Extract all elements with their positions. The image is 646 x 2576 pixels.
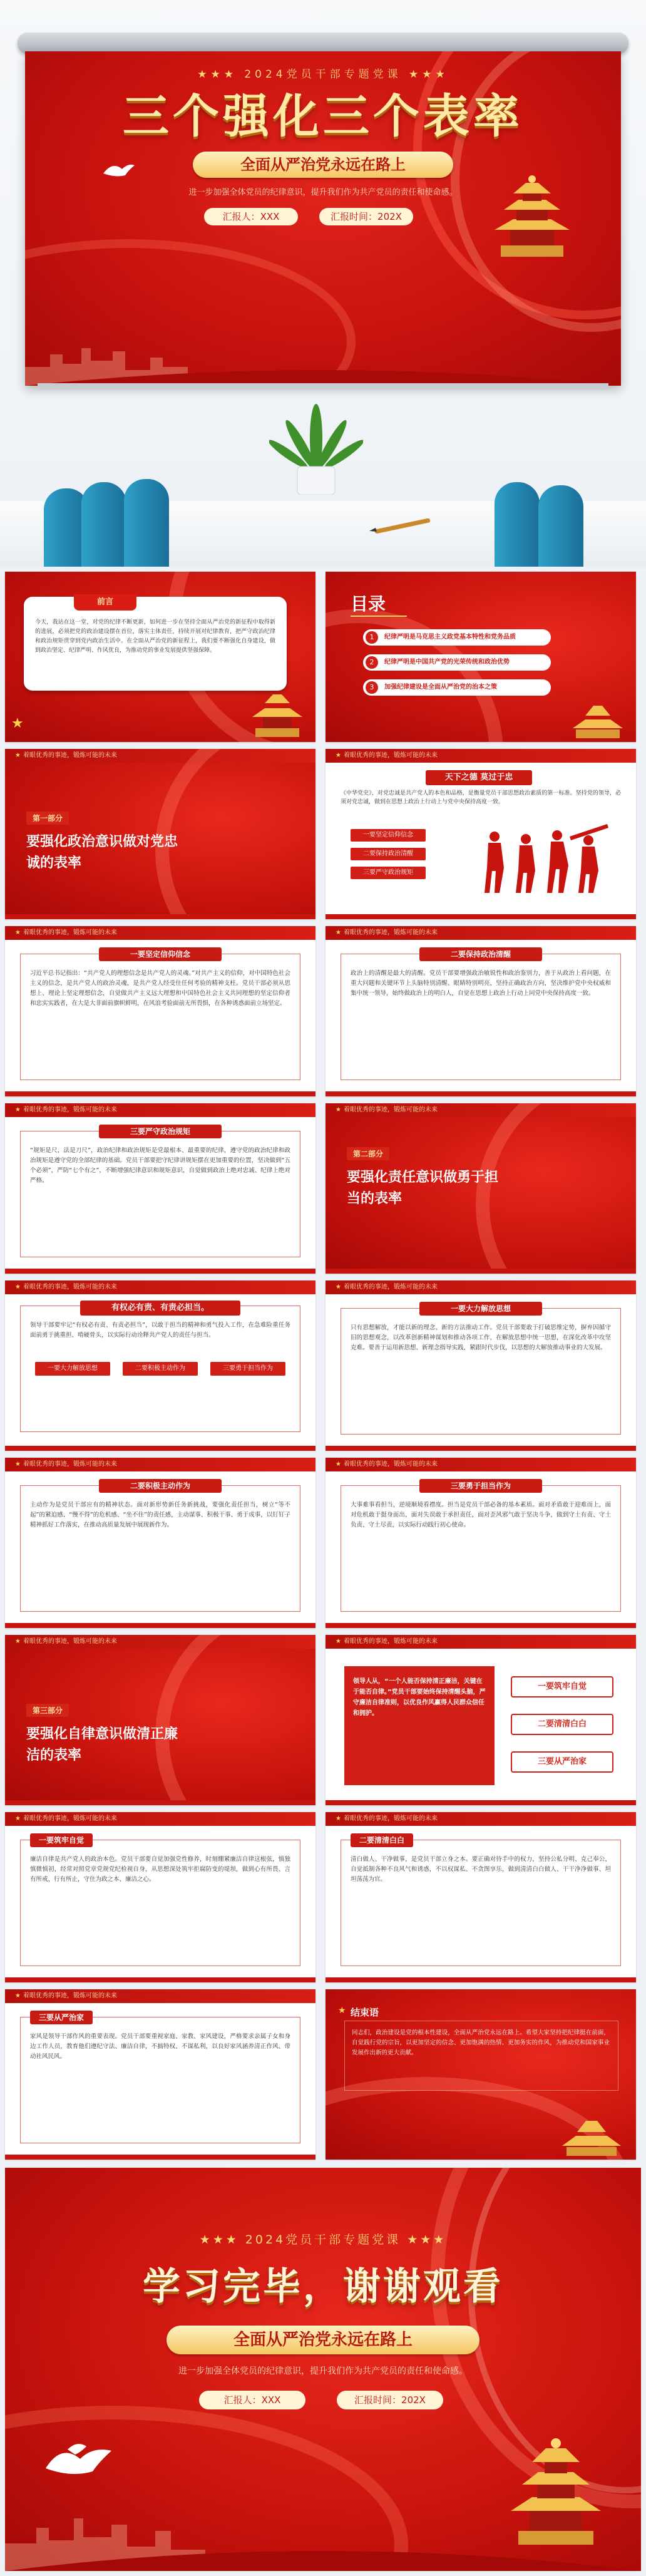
slide-world xyxy=(326,749,636,919)
slide-conscious xyxy=(5,1812,315,1982)
part-title: 要强化责任意识做勇于担当的表率 xyxy=(347,1170,499,1207)
toc-title: 目录 xyxy=(351,594,386,614)
toc-number: 2 xyxy=(366,656,378,669)
conscious-text: 廉洁自律是共产党人的政治本色。党员干部要自觉加强党性修养，时刻绷紧廉洁自律这根弦，慎独慎微慎初，经常对照党章党规党纪检视自身，从思想深处筑牢拒腐防变的堤坝，做到心有所畏、言有所戒、行有所止，守住为政之本、廉洁之心。 xyxy=(30,1856,290,1883)
slide-footer xyxy=(326,1800,636,1805)
star-icon: ★ xyxy=(15,1992,21,1999)
slide-header-text: 着眼优秀的事迹，锻炼可能的未来 xyxy=(23,1815,117,1822)
slide-footer xyxy=(5,2155,315,2160)
star-icon: ★ xyxy=(336,1815,341,1822)
slide-header-text: 着眼优秀的事迹，锻炼可能的未来 xyxy=(23,1638,117,1645)
star-icon: ★ xyxy=(15,1461,21,1468)
toc-underline xyxy=(351,616,407,617)
slide-ending xyxy=(5,2168,641,2571)
star-icon: ★ xyxy=(336,1638,341,1645)
slide-footer xyxy=(326,1091,636,1096)
slide-footer xyxy=(326,914,636,919)
sober-text: 政治上的清醒是最大的清醒。党员干部要增强政治敏锐性和政治鉴别力，善于从政治上看问题，在重大问题和关键环节上头脑特别清醒、眼睛特别明亮，坚持正确政治方向，坚决维护党中央权威和集中统一领导，始终做政治上的明白人，自觉在思想上政治上行动上同党中央保持高度一致。 xyxy=(351,970,611,997)
slide-header-text: 着眼优秀的事迹，锻炼可能的未来 xyxy=(23,1461,117,1468)
slide-footer xyxy=(326,1269,636,1274)
slide-footer xyxy=(5,1623,315,1628)
slide-footer xyxy=(326,1977,636,1982)
chair xyxy=(538,485,583,567)
slide-header xyxy=(326,749,636,763)
slide-sober xyxy=(326,926,636,1096)
silk-ribbon xyxy=(155,1635,315,1805)
slide-toc xyxy=(326,572,636,742)
slide-header xyxy=(5,1812,315,1826)
initiative-text: 主动作为是党员干部应有的精神状态。面对新形势新任务新挑战，要强化责任担当，树立“等不起”的紧迫感、“慢不得”的危机感、“坐不住”的责任感，主动谋事、积极干事、勇于成事，以钉钉子精神抓好工作落实，在推动高质量发展中展现新作为。 xyxy=(30,1502,290,1528)
slide-header xyxy=(5,1103,315,1117)
world-item[interactable]: 二要保持政治清醒 xyxy=(351,848,426,860)
star-icon: ★ xyxy=(336,1106,341,1113)
slide-initiative xyxy=(5,1458,315,1628)
part-title: 要强化政治意识做对党忠诚的表率 xyxy=(26,834,178,871)
chair xyxy=(495,482,540,567)
dove-icon xyxy=(43,2437,118,2487)
slide-belief xyxy=(5,926,315,1096)
duty-item[interactable]: 三要勇于担当作为 xyxy=(210,1362,285,1376)
preface-card xyxy=(24,597,287,691)
cover-desc: 进一步加强全体党员的纪律意识，提升我们作为共产党员的责任和使命感。 xyxy=(188,188,458,197)
rules-heading: 三要严守政治规矩 xyxy=(99,1125,222,1138)
star-icon: ★ xyxy=(338,2006,346,2016)
star-icon: ★ xyxy=(15,929,21,936)
chair xyxy=(81,482,126,567)
toc-item[interactable] xyxy=(363,629,551,646)
slide-header-text: 着眼优秀的事迹，锻炼可能的未来 xyxy=(23,1106,117,1113)
dare-heading: 三要勇于担当作为 xyxy=(419,1479,542,1493)
slide-family xyxy=(5,1989,315,2160)
chair xyxy=(124,479,169,567)
dare-text: 大事难事看担当，逆境顺境看襟度。担当是党员干部必备的基本素质。面对矛盾敢于迎难而上，面对危机敢于挺身而出，面对失误敢于承担责任，面对歪风邪气敢于坚决斗争，做到守土有责、守土负责、守土尽责，以实际行动践行初心使命。 xyxy=(351,1502,611,1528)
sober-heading: 二要保持政治清醒 xyxy=(419,947,542,961)
slide-header-text: 着眼优秀的事迹，锻炼可能的未来 xyxy=(343,752,438,759)
ending-desc: 进一步加强全体党员的纪律意识，提升我们作为共产党员的责任和使命感。 xyxy=(178,2366,468,2376)
slide-header-text: 着眼优秀的事迹，锻炼可能的未来 xyxy=(343,1461,438,1468)
cover-title: 三个强化三个表率 xyxy=(123,90,523,143)
world-text: 《中华党史》，对党忠诚是共产党人的本色和品格，是衡量党员干部思想政治素质的第一标准。坚持党的领导，必须对党忠诚，做到在思想上政治上行动上与党中央保持高度一致。 xyxy=(341,790,621,805)
conclusion-text: 同志们，政治建设是党的根本性建设，全面从严治党永远在路上。希望大家坚持把纪律挺在前面，自觉践行党的宗旨，以更加坚定的信念、更加饱满的热情、更加务实的作风，为推动党和国家事业发展作出新的更大贡献。 xyxy=(352,2029,610,2056)
slide-header xyxy=(326,1458,636,1471)
self-item[interactable]: 三要从严治家 xyxy=(511,1751,613,1773)
ending-top-line: ★★★ 2024党员干部专题党课 ★★★ xyxy=(199,2233,447,2247)
potted-plant-icon xyxy=(269,401,363,495)
star-icon: ★ xyxy=(336,752,341,759)
toc-number: 1 xyxy=(366,631,378,644)
soldiers-silhouette-icon xyxy=(476,824,613,899)
slide-clean xyxy=(326,1812,636,1982)
family-text: 家风是领导干部作风的重要表现。党员干部要重视家庭、家教、家风建设，严格要求亲属子女和身边工作人员，教育他们遵纪守法、廉洁自律，不搞特权、不谋私利，以良好家风涵养清正作风、带动社风民风。 xyxy=(30,2033,290,2060)
belief-text: 习近平总书记指出：“共产党人的理想信念是共产党人的灵魂。”对共产主义的信仰，对中国特色社会主义的信念，是共产党人的政治灵魂，是共产党人经受住任何考验的精神支柱。党员干部必须从思想上、理论上坚定理想信念，自觉做共产主义远大理想和中国特色社会主义共同理想的坚定信仰者和忠实实践者，在大是大非面前旗帜鲜明，在风浪考验面前无所畏惧，在各种诱惑面前立场坚定。 xyxy=(30,970,290,1007)
cover-top-line: ★★★ 2024党员干部专题党课 ★★★ xyxy=(197,68,449,81)
slide-header xyxy=(326,1280,636,1294)
liberate-text: 只有思想解放，才能以新的理念、新的方法推动工作。党员干部要敢于打破思维定势，摒弃因循守旧的思想观念，以改革创新精神谋划和推动各项工作，在解放思想中统一思想，在深化改革中攻坚克难。要善于运用新思想、新理念指导实践，紧跟时代步伐，以思想的大解放推动事业的大发展。 xyxy=(351,1324,611,1351)
slide-header xyxy=(5,1989,315,2003)
star-icon: ★ xyxy=(336,1284,341,1291)
slide-footer xyxy=(326,1446,636,1451)
duty-item[interactable]: 一要大力解放思想 xyxy=(35,1362,110,1376)
pen-icon xyxy=(369,518,438,533)
ending-subtitle: 全面从严治党永远在路上 xyxy=(167,2326,479,2354)
star-icon: ★ xyxy=(336,1461,341,1468)
toc-item-label: 加强纪律建设是全面从严治党的治本之策 xyxy=(384,684,497,691)
screen-bottom-rail xyxy=(38,383,608,389)
projector-screen xyxy=(25,51,621,386)
star-icon: ★ xyxy=(11,716,24,731)
conscious-heading: 一要筑牢自觉 xyxy=(30,1833,93,1847)
slide-duty xyxy=(5,1280,315,1451)
toc-number: 3 xyxy=(366,681,378,694)
dove-icon xyxy=(100,158,138,183)
slide-header xyxy=(326,1635,636,1649)
ending-date: 汇报时间：202X xyxy=(337,2391,443,2409)
liberate-heading: 一要大力解放思想 xyxy=(419,1302,542,1316)
slide-footer xyxy=(5,1800,315,1805)
slide-footer xyxy=(5,1977,315,1982)
slide-header-text: 着眼优秀的事迹，锻炼可能的未来 xyxy=(23,1992,117,1999)
slide-footer xyxy=(5,1091,315,1096)
slide-part2 xyxy=(326,1103,636,1274)
self-item[interactable]: 二要清清白白 xyxy=(511,1714,613,1735)
rules-text: “规矩是尺，法是刀尺”，政治纪律和政治规矩是党最根本、最重要的纪律，遵守党的政治纪律和政治规矩是遵守党的全部纪律的基础。党员干部要把守纪律讲规矩摆在更加重要的位置，坚决做到“五个必须”，严防“七个有之”，不断增强纪律意识和规矩意识，自觉做到政治上绝对忠诚、纪律上绝对严格。 xyxy=(30,1147,290,1184)
duty-item[interactable]: 二要积极主动作为 xyxy=(123,1362,198,1376)
part-label: 第二部分 xyxy=(347,1147,389,1160)
slide-header xyxy=(5,926,315,940)
projector-bar xyxy=(18,33,628,54)
slide-rules xyxy=(5,1103,315,1274)
slide-header xyxy=(326,926,636,940)
part-label: 第三部分 xyxy=(26,1704,69,1717)
self-item[interactable]: 一要筑牢自觉 xyxy=(511,1676,613,1698)
slide-footer xyxy=(326,1623,636,1628)
hero-cover xyxy=(0,0,646,567)
ending-reporter: 汇报人：XXX xyxy=(199,2391,305,2409)
star-icon: ★ xyxy=(15,1284,21,1291)
self-red-card xyxy=(344,1666,495,1785)
slide-conclusion xyxy=(326,1989,636,2160)
cover-date: 汇报时间：202X xyxy=(319,208,413,225)
initiative-heading: 二要积极主动作为 xyxy=(99,1479,222,1493)
slide-dare xyxy=(326,1458,636,1628)
slide-header-text: 着眼优秀的事迹，锻炼可能的未来 xyxy=(343,929,438,936)
temple-of-heaven-icon xyxy=(551,2108,632,2158)
toc-item-label: 纪律严明是马克思主义政党基本特性和党务品质 xyxy=(384,634,516,641)
city-skyline xyxy=(25,329,621,386)
slide-header-text: 着眼优秀的事迹，锻炼可能的未来 xyxy=(343,1106,438,1113)
slide-header xyxy=(326,1812,636,1826)
toc-item-label: 纪律严明是中国共产党的光荣传统和政治优势 xyxy=(384,659,510,666)
slide-header-text: 着眼优秀的事迹，锻炼可能的未来 xyxy=(23,752,117,759)
slide-header xyxy=(5,1458,315,1471)
world-heading: 天下之德 莫过于忠 xyxy=(426,770,532,785)
cover-reporter: 汇报人：XXX xyxy=(204,208,298,225)
clean-heading: 二要清清白白 xyxy=(351,1833,413,1847)
toc-item[interactable] xyxy=(363,654,551,671)
temple-of-heaven-icon xyxy=(476,170,588,264)
star-icon: ★ xyxy=(15,1815,21,1822)
preface-label: 前言 xyxy=(74,594,136,611)
slide-footer xyxy=(5,1269,315,1274)
star-icon: ★ xyxy=(15,1106,21,1113)
slide-header-text: 着眼优秀的事迹，锻炼可能的未来 xyxy=(343,1638,438,1645)
belief-heading: 一要坚定信仰信念 xyxy=(99,947,222,961)
slide-footer xyxy=(5,914,315,919)
duty-heading: 有权必有责、有责必担当。 xyxy=(80,1301,240,1316)
slide-liberate xyxy=(326,1280,636,1451)
toc-item[interactable] xyxy=(363,679,551,696)
world-item[interactable]: 一要坚定信仰信念 xyxy=(351,829,426,842)
preface-text: 今天，我站在这一堂，对党的纪律不断更新，如何进一步在坚持全面从严治党的新征程中取得新的进展，必须把党的政治建设摆在首位，落实主体责任，持续开展对纪律教育，把严守政治纪律和政治规矩贯穿到党内政治生活中。在全面从严治党的新征程上，我们要不断强化自身建设，做到政治坚定、纪律严明、作风优良，为推动党的事业发展提供坚强保障。 xyxy=(35,619,275,654)
ending-title: 学习完毕，谢谢观看 xyxy=(143,2265,503,2309)
slide-footer xyxy=(5,1446,315,1451)
world-item[interactable]: 三要严守政治规矩 xyxy=(351,867,426,879)
slide-part3 xyxy=(5,1635,315,1805)
slide-preface xyxy=(5,572,315,742)
cover-subtitle: 全面从严治党永远在路上 xyxy=(193,152,453,178)
slide-header-text: 着眼优秀的事迹，锻炼可能的未来 xyxy=(343,1284,438,1291)
slide-header xyxy=(5,1280,315,1294)
self-text: 领导人从，“一个人能否保持清正廉洁，关键在于能否自律。”党员干部要始终保持清醒头脑，严守廉洁自律准则，以优良作风赢得人民群众信任和拥护。 xyxy=(353,1678,486,1717)
duty-text: 领导干部要牢记“有权必有责、有责必担当”，以敢于担当的精神和勇气投入工作，在急难险重任务面前勇于挑重担、啃硬骨头，以实际行动诠释共产党人的责任与担当。 xyxy=(30,1322,290,1339)
temple-of-heaven-icon xyxy=(243,684,312,741)
star-icon: ★ xyxy=(336,929,341,936)
slide-part1 xyxy=(5,749,315,919)
slide-header-text: 着眼优秀的事迹，锻炼可能的未来 xyxy=(343,1815,438,1822)
slide-header-text: 着眼优秀的事迹，锻炼可能的未来 xyxy=(23,929,117,936)
conclusion-label: 结束语 xyxy=(351,2007,379,2018)
temple-of-heaven-icon xyxy=(563,697,632,741)
star-icon: ★ xyxy=(15,1638,21,1645)
star-icon: ★ xyxy=(15,752,21,759)
temple-of-heaven-icon xyxy=(493,2431,618,2550)
part-label: 第一部分 xyxy=(26,811,69,825)
clean-text: 清白做人、干净做事，是党员干部立身之本。要正确对待手中的权力，坚持公私分明、克己奉公，自觉抵制各种不良风气和诱惑，不以权谋私、不贪图享乐，做到清清白白做人、干干净净做事、坦坦荡荡为官。 xyxy=(351,1856,611,1883)
slide-self xyxy=(326,1635,636,1805)
family-heading: 三要从严治家 xyxy=(30,2011,93,2024)
part-title: 要强化自律意识做清正廉洁的表率 xyxy=(26,1726,178,1763)
slide-header-text: 着眼优秀的事迹，锻炼可能的未来 xyxy=(23,1284,117,1291)
